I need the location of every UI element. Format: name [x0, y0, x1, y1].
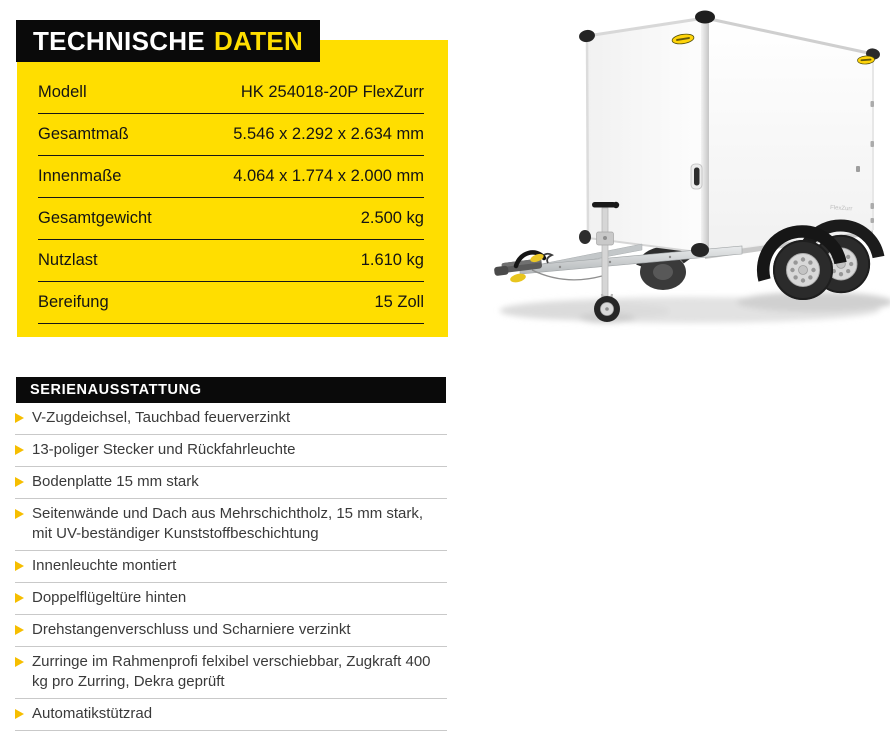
tech-data-header: [16, 20, 320, 62]
spec-value: HK 254018-20P FlexZurr: [240, 83, 424, 101]
tech-data-title-prefix: TECHNISCHE: [33, 25, 206, 56]
bullet-triangle-icon: [15, 509, 24, 519]
equipment-item-text: Automatikstützrad: [32, 705, 153, 722]
rear-hinge: [871, 141, 875, 147]
equipment-list-item: [15, 583, 447, 615]
corner-cap: [691, 243, 709, 257]
rear-hinge: [871, 218, 875, 223]
spec-value: 4.064 x 1.774 x 2.000 mm: [233, 167, 424, 185]
spec-row-nutzlast: [38, 240, 424, 282]
equipment-list-item: [15, 499, 447, 551]
equipment-list-item: [15, 467, 447, 499]
equipment-item-text: Seitenwände und Dach aus Mehrschichtholz, 15 mm stark, mit UV-beständiger Kunststoffbeschichtung: [32, 505, 424, 542]
bullet-triangle-icon: [15, 593, 24, 603]
spec-value: 2.500 kg: [360, 209, 424, 227]
equipment-list-item: [15, 403, 447, 435]
spec-row-innenmasse: [38, 156, 424, 198]
spec-label: Gesamtgewicht: [38, 209, 152, 227]
equipment-list-item: [15, 615, 447, 647]
ground-shadow: [500, 292, 890, 323]
spec-label: Innenmaße: [38, 167, 122, 185]
spec-row-bereifung: [38, 282, 424, 324]
coupling: [493, 252, 544, 283]
corner-cap: [579, 230, 591, 244]
spec-value: 15 Zoll: [374, 293, 424, 311]
equipment-item-text: 13-poliger Stecker und Rückfahrleuchte: [32, 441, 296, 458]
bullet-triangle-icon: [15, 477, 24, 487]
equipment-item-text: Innenleuchte montiert: [32, 557, 177, 574]
door-handle: [691, 164, 702, 189]
bullet-triangle-icon: [15, 625, 24, 635]
equipment-list-item: [15, 647, 447, 699]
equipment-list-item: [15, 435, 447, 467]
corner-cap: [695, 11, 715, 24]
spec-label: Bereifung: [38, 293, 109, 311]
spec-row-gesamtmass: [38, 114, 424, 156]
equipment-list: [15, 403, 447, 731]
equipment-list-item: [15, 551, 447, 583]
trailer-wheel-front: [773, 240, 833, 300]
side-lock: [856, 166, 860, 172]
spec-label: Nutzlast: [38, 251, 98, 269]
bullet-triangle-icon: [15, 657, 24, 667]
bullet-triangle-icon: [15, 561, 24, 571]
bullet-triangle-icon: [15, 445, 24, 455]
equipment-header: SERIENAUSSTATTUNG: [16, 377, 446, 403]
trailer-illustration: [490, 8, 890, 338]
equipment-list-item: [15, 699, 447, 731]
spec-row-gesamtgewicht: [38, 198, 424, 240]
flexzurr-side-label: FlexZurr: [829, 205, 853, 213]
spec-label: Gesamtmaß: [38, 125, 129, 143]
spec-label: Modell: [38, 83, 87, 101]
spec-row-modell: [38, 72, 424, 114]
rear-hinge: [871, 101, 875, 107]
rear-hinge: [871, 203, 875, 209]
tech-data-title-highlight: DATEN: [214, 25, 304, 56]
spec-value: 5.546 x 2.292 x 2.634 mm: [233, 125, 424, 143]
equipment-item-text: Zurringe im Rahmenprofi felxibel verschiebbar, Zugkraft 400 kg pro Zurring, Dekra geprüft: [32, 653, 431, 690]
equipment-item-text: V-Zugdeichsel, Tauchbad feuerverzinkt: [32, 409, 291, 426]
equipment-item-text: Bodenplatte 15 mm stark: [32, 473, 199, 490]
spec-value: 1.610 kg: [360, 251, 424, 269]
trailer-figure: [490, 8, 890, 338]
spec-table: [17, 40, 448, 337]
equipment-item-text: Doppelflügeltüre hinten: [32, 589, 187, 606]
equipment-item-text: Drehstangenverschluss und Scharniere verzinkt: [32, 621, 351, 638]
bullet-triangle-icon: [15, 709, 24, 719]
bullet-triangle-icon: [15, 413, 24, 423]
